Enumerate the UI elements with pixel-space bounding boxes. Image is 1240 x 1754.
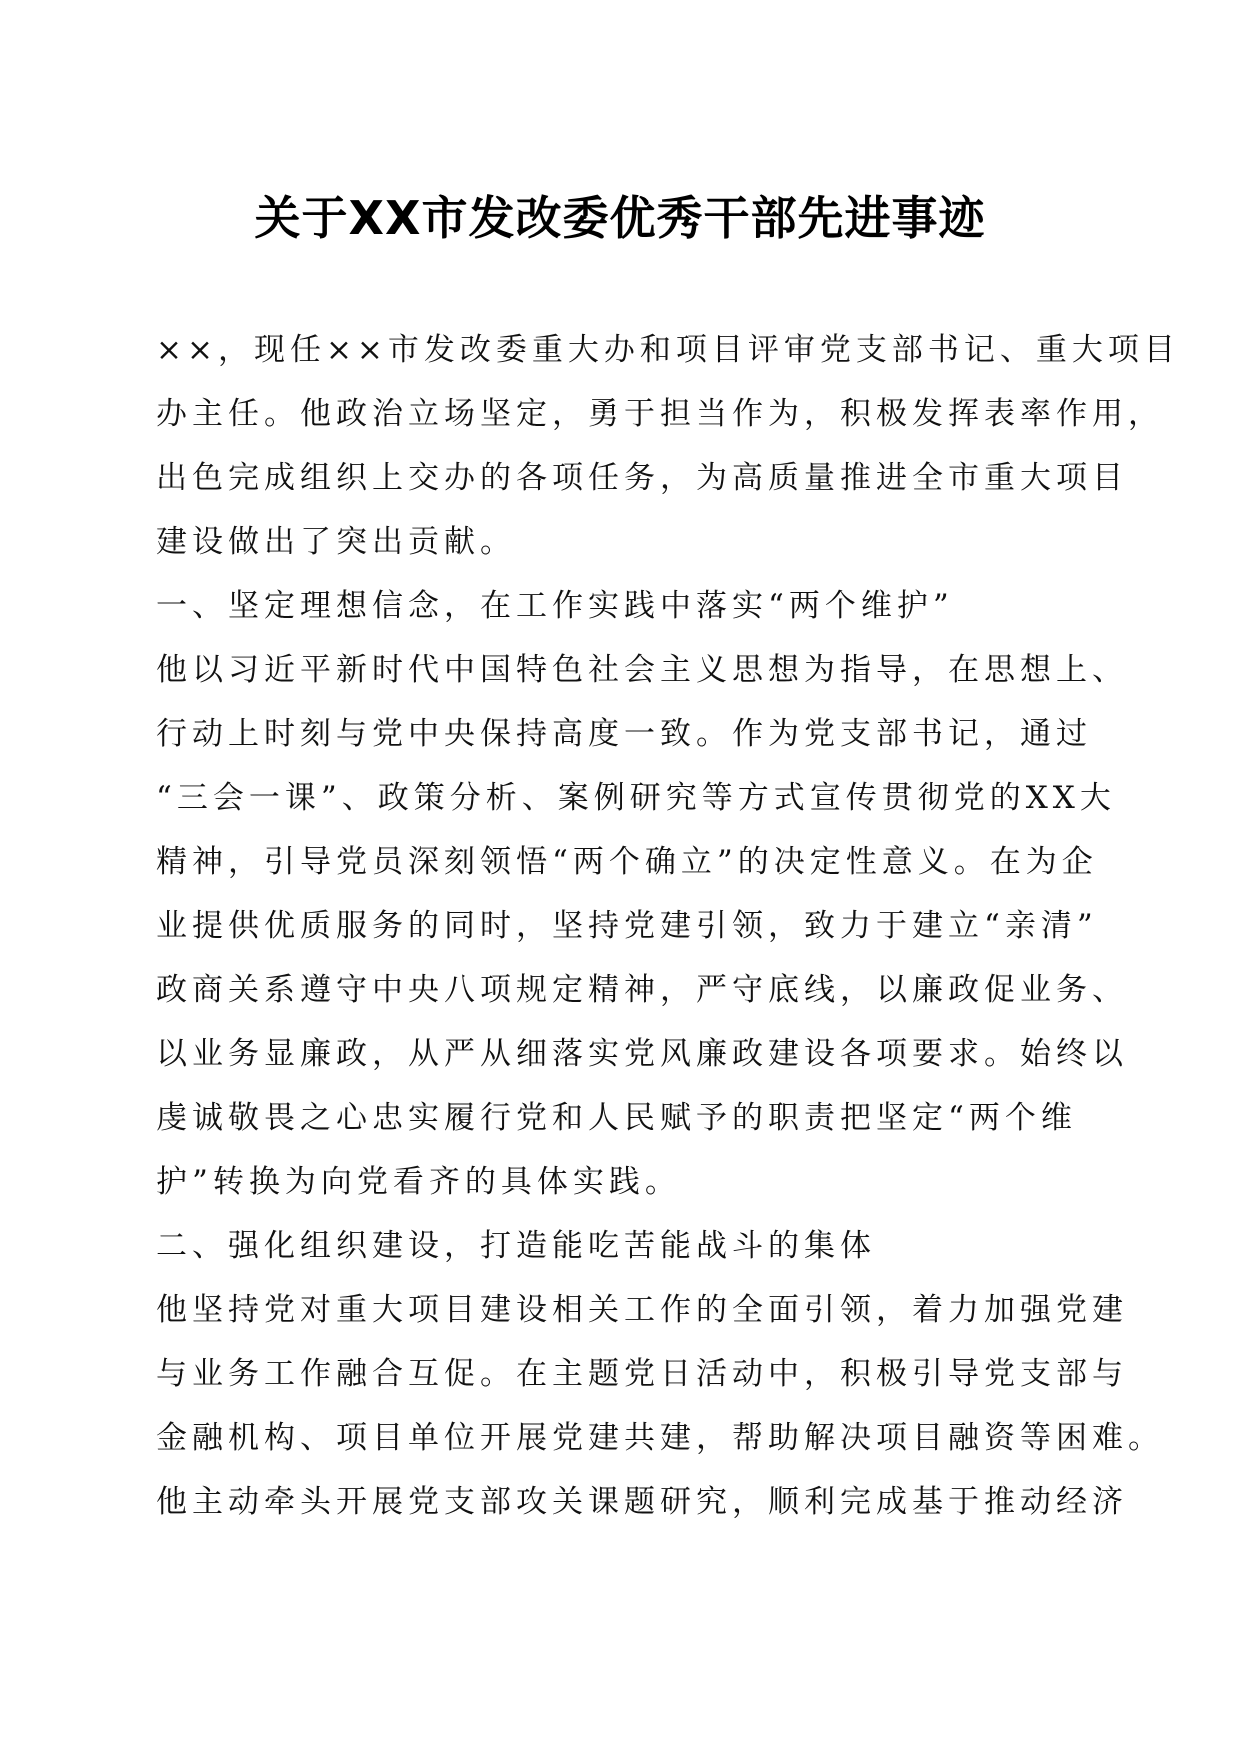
section-heading-1: 一、坚定理想信念，在工作实践中落实“两个维护” <box>156 588 954 624</box>
paragraph-line: 金融机构、项目单位开展党建共建，帮助解决项目融资等困难。 <box>156 1420 1164 1456</box>
paragraph-line: 建设做出了突出贡献。 <box>156 524 516 560</box>
paragraph-line: 他坚持党对重大项目建设相关工作的全面引领，着力加强党建 <box>156 1292 1128 1328</box>
paragraph-line: 他以习近平新时代中国特色社会主义思想为指导，在思想上、 <box>156 652 1128 688</box>
paragraph-line: 他主动牵头开展党支部攻关课题研究，顺利完成基于推动经济 <box>156 1484 1128 1520</box>
paragraph-line: 政商关系遵守中央八项规定精神，严守底线，以廉政促业务、 <box>156 972 1128 1008</box>
paragraph-line: 出色完成组织上交办的各项任务，为高质量推进全市重大项目 <box>156 460 1128 496</box>
paragraph-line: 虔诚敬畏之心忠实履行党和人民赋予的职责把坚定“两个维 <box>156 1100 1077 1136</box>
document-body <box>156 318 1180 1534</box>
document-title: 关于XX市发改委优秀干部先进事迹 <box>254 191 986 245</box>
paragraph-line: 精神，引导党员深刻领悟“两个确立”的决定性意义。在为企 <box>156 844 1098 880</box>
paragraph-line: 行动上时刻与党中央保持高度一致。作为党支部书记，通过 <box>156 716 1092 752</box>
section-heading-2: 二、强化组织建设，打造能吃苦能战斗的集体 <box>156 1228 876 1264</box>
paragraph-line: “三会一课”、政策分析、案例研究等方式宣传贯彻党的XX大 <box>156 780 1116 816</box>
paragraph-line: ××，现任××市发改委重大办和项目评审党支部书记、重大项目 <box>156 332 1180 368</box>
paragraph-line: 与业务工作融合互促。在主题党日活动中，积极引导党支部与 <box>156 1356 1128 1392</box>
paragraph-line: 以业务显廉政，从严从细落实党风廉政建设各项要求。始终以 <box>156 1036 1128 1072</box>
paragraph-line: 业提供优质服务的同时，坚持党建引领，致力于建立“亲清” <box>156 908 1098 944</box>
paragraph-line: 办主任。他政治立场坚定，勇于担当作为，积极发挥表率作用， <box>156 396 1164 432</box>
paragraph-line: 护”转换为向党看齐的具体实践。 <box>156 1164 681 1200</box>
